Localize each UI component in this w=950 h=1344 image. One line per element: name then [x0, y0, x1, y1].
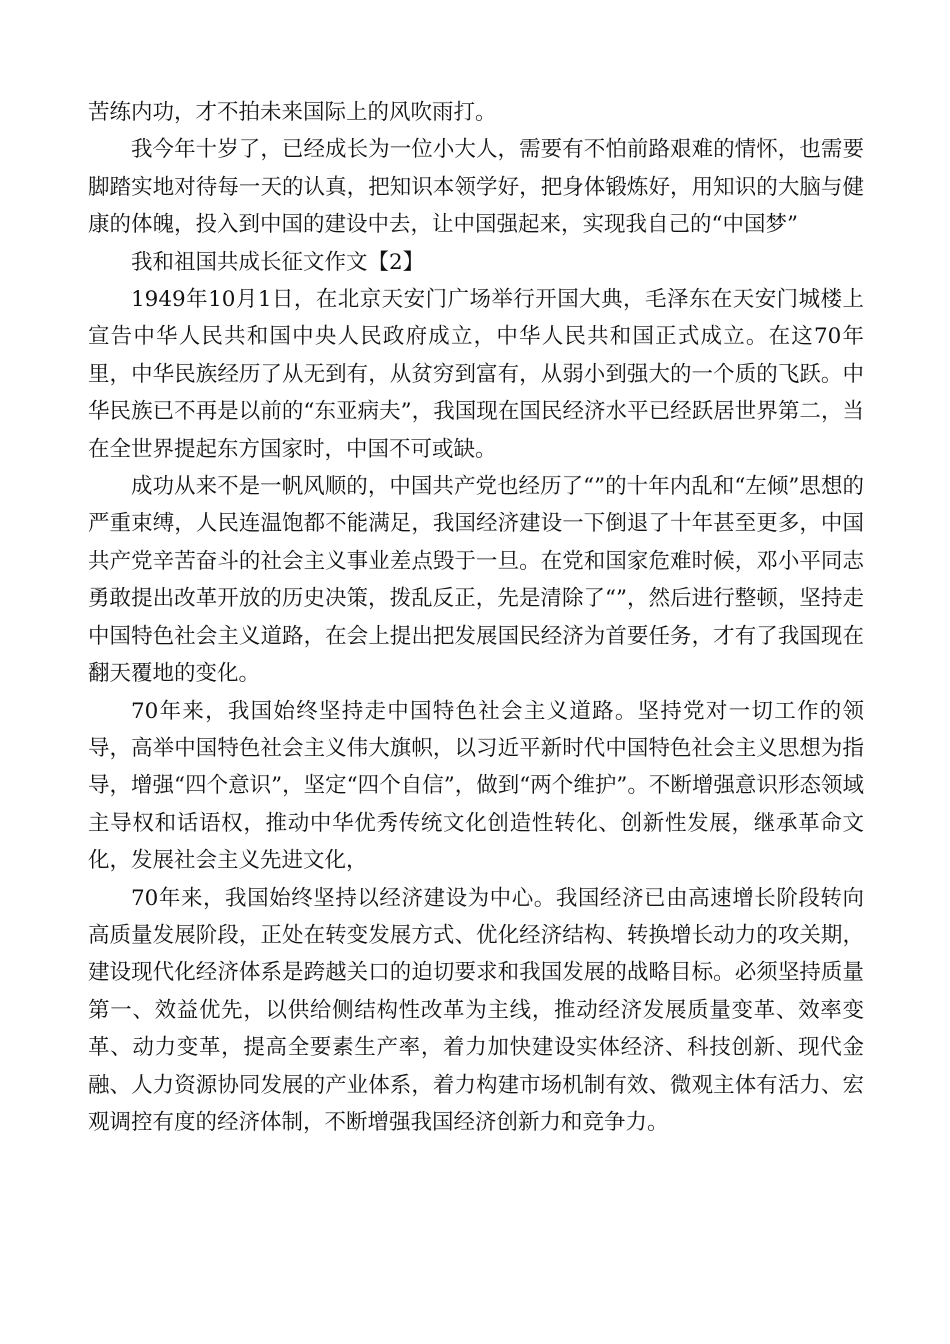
- section-heading: 我和祖国共成长征文作文【2】: [131, 249, 425, 275]
- document-body: [88, 94, 864, 1141]
- paragraph: 1949年10月1日，在北京天安门广场举行开国大典，毛泽东在天安门城楼上宣告中华人民共和国中央人民政府成立，中华人民共和国正式成立。在这70年里，中华民族经历了从无到有，从贫穷到富有，从弱小到强大的一个质的飞跃。中华民族已不再是以前的“东亚病夫”，我国现在国民经济水平已经跃居世界第二，当在全世界提起东方国家时，中国不可或缺。: [88, 287, 864, 462]
- paragraph: 70年来，我国始终坚持走中国特色社会主义道路。坚持党对一切工作的领导，高举中国特色社会主义伟大旗帜，以习近平新时代中国特色社会主义思想为指导，增强“四个意识”，坚定“四个自信”，做到“两个维护”。不断增强意识形态领域主导权和话语权，推动中华优秀传统文化创造性转化、创新性发展，继承革命文化，发展社会主义先进文化，: [88, 698, 864, 874]
- paragraph: 我今年十岁了，已经成长为一位小大人，需要有不怕前路艰难的情怀，也需要脚踏实地对待每一天的认真，把知识本领学好，把身体锻炼好，用知识的大脑与健康的体魄，投入到中国的建设中去，让中国强起来，实现我自己的“中国梦”: [88, 137, 864, 238]
- paragraph: 70年来，我国始终坚持以经济建设为中心。我国经济已由高速增长阶段转向高质量发展阶段，正处在转变发展方式、优化经济结构、转换增长动力的攻关期，建设现代化经济体系是跨越关口的迫切要求和我国发展的战略目标。必须坚持质量第一、效益优先，以供给侧结构性改革为主线，推动经济发展质量变革、效率变革、动力变革，提高全要素生产率，着力加快建设实体经济、科技创新、现代金融、人力资源协同发展的产业体系，着力构建市场机制有效、微观主体有活力、宏观调控有度的经济体制，不断增强我国经济创新力和竞争力。: [88, 885, 864, 1135]
- paragraph-continuation: 苦练内功，才不拍未来国际上的风吹雨打。: [88, 100, 497, 125]
- paragraph: 成功从来不是一帆风顺的，中国共产党也经历了“”的十年内乱和“左倾”思想的严重束缚，人民连温饱都不能满足，我国经济建设一下倒退了十年甚至更多，中国共产党辛苦奋斗的社会主义事业差点毁于一旦。在党和国家危难时候，邓小平同志勇敢提出改革开放的历史决策，拨乱反正，先是清除了“”，然后进行整顿，坚持走中国特色社会主义道路，在会上提出把发展国民经济为首要任务，才有了我国现在翻天覆地的变化。: [88, 474, 864, 687]
